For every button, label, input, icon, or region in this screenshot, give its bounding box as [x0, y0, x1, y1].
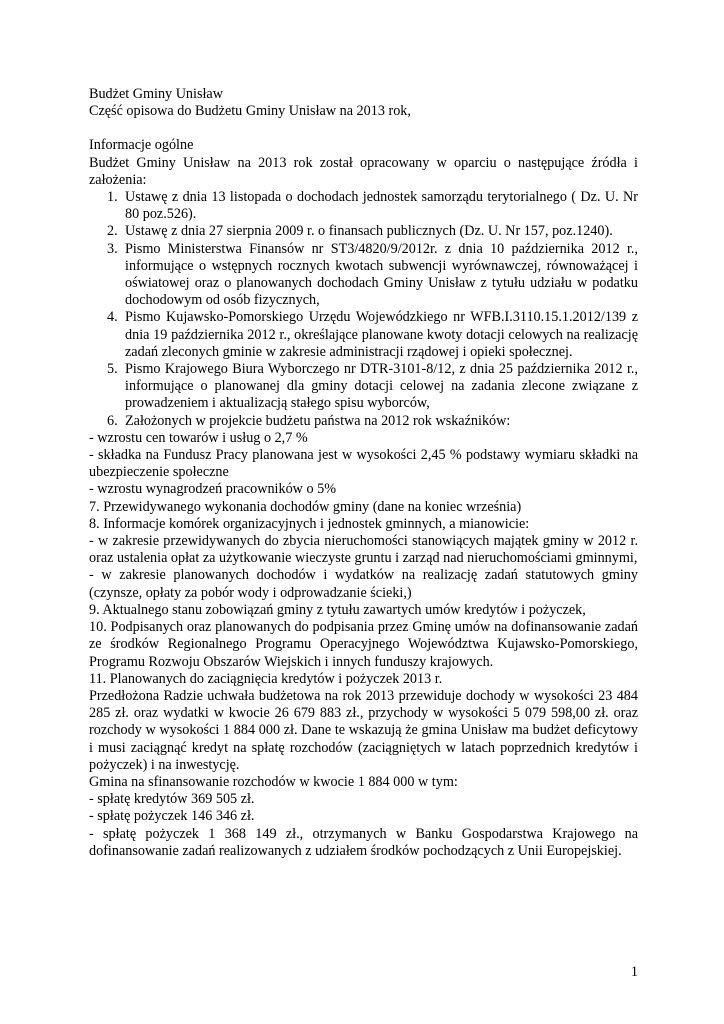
- body-line: 9. Aktualnego stanu zobowiązań gminy z tytułu zawartych umów kredytów i pożyczek,: [89, 601, 586, 618]
- body-line: - wzrostu wynagrodzeń pracowników o 5%: [89, 481, 337, 498]
- list-number: 5.: [107, 361, 118, 378]
- section-heading: Informacje ogólne: [89, 137, 194, 154]
- document-page: [89, 86, 638, 860]
- sources-list: [89, 189, 638, 430]
- list-number: 6.: [107, 412, 118, 429]
- body-line: 11. Planowanych do zaciągnięcia kredytów i pożyczek 2013 r.: [89, 670, 443, 687]
- list-number: 2.: [107, 223, 118, 240]
- body-line: - składka na Fundusz Pracy planowana jest w wysokości 2,45 % podstawy wymiaru składki na ubezpieczenie społeczne: [89, 447, 638, 481]
- spacer: [89, 120, 638, 137]
- body-line: 7. Przewidywanego wykonania dochodów gminy (dane na koniec września): [89, 498, 522, 515]
- list-item: [89, 309, 638, 361]
- body-line: Przedłożona Radzie uchwała budżetowa na rok 2013 przewiduje dochody w wysokości 23 484 285 zł. oraz wydatki w kwocie 26 679 883 zł., przychody w wysokości 5 079 598,00 zł. oraz rozchody w wysokości 1 884 000 zł. Dane te wskazują że gmina Unisław ma budżet deficytowy i musi zaciągnąć kredyt na spłatę rozchodów (zaciągniętych w latach poprzednich kredytów i pożyczek) i na inwestycję.: [89, 687, 638, 773]
- list-text: Założonych w projekcie budżetu państwa na 2012 rok wskaźników:: [125, 412, 511, 429]
- body-line: Gmina na sfinansowanie rozchodów w kwocie 1 884 000 w tym:: [89, 773, 458, 790]
- intro-paragraph: Budżet Gminy Unisław na 2013 rok został opracowany w oparciu o następujące źródła i założenia:: [89, 154, 638, 188]
- list-item: [89, 413, 638, 430]
- list-text: Ustawę z dnia 13 listopada o dochodach jednostek samorządu terytorialnego ( Dz. U. Nr 80 poz.526).: [125, 189, 638, 223]
- body-line: - spłatę kredytów 369 505 zł.: [89, 791, 255, 808]
- page-number: 1: [630, 964, 638, 980]
- list-item: [89, 241, 638, 310]
- body-line: - wzrostu cen towarów i usług o 2,7 %: [89, 429, 308, 446]
- list-item: [89, 189, 638, 223]
- body-line: - w zakresie planowanych dochodów i wydatków na realizację zadań statutowych gminy (czynsze, opłaty za pobór wody i odprowadzanie ścieki,): [89, 567, 638, 601]
- list-item: [89, 361, 638, 413]
- document-title: Budżet Gminy Unisław: [89, 86, 223, 102]
- body-line: - spłatę pożyczek 146 346 zł.: [89, 808, 255, 825]
- list-text: Pismo Kujawsko-Pomorskiego Urzędu Wojewódzkiego nr WFB.I.3110.15.1.2012/139 z dnia 19 października 2012 r., określające planowane kwoty dotacji celowych na realizację zadań zleconych gminie w zakresie administracji rządowej i opieki społecznej.: [125, 309, 638, 360]
- list-number: 1.: [107, 189, 118, 206]
- body-line: 8. Informacje komórek organizacyjnych i jednostek gminnych, a mianowicie:: [89, 515, 530, 532]
- body-line: 10. Podpisanych oraz planowanych do podpisania przez Gminę umów na dofinansowanie zadań ze środków Regionalnego Programu Operacyjnego Województwa Kujawsko-Pomorskiego, Programu Rozwoju Obszarów Wiejskich i innych funduszy krajowych.: [89, 619, 638, 670]
- body-line: - spłatę pożyczek 1 368 149 zł., otrzymanych w Banku Gospodarstwa Krajowego na dofinansowanie zadań realizowanych z udziałem środków pochodzących z Unii Europejskiej.: [89, 825, 638, 859]
- list-text: Ustawę z dnia 27 sierpnia 2009 r. o finansach publicznych (Dz. U. Nr 157, poz.1240).: [125, 223, 613, 240]
- list-number: 3.: [107, 240, 118, 257]
- list-number: 4.: [107, 309, 118, 326]
- list-text: Pismo Ministerstwa Finansów nr ST3/4820/9/2012r. z dnia 10 października 2012 r., informujące o wstępnych rocznych kwotach subwencji wyrównawczej, równoważącej i oświatowej oraz o planowanych dochodach Gminy Unisław z tytułu udziału w podatku dochodowym od osób fizycznych,: [125, 240, 638, 309]
- body-line: - w zakresie przewidywanych do zbycia nieruchomości stanowiących majątek gminy w 2012 r. oraz ustalenia opłat za użytkowanie wieczyste gruntu i zarząd nad nieruchomościami gminnymi,: [89, 533, 638, 567]
- list-text: Pismo Krajowego Biura Wyborczego nr DTR-3101-8/12, z dnia 25 października 2012 r., informujące o planowanej dla gminy dotacji celowej na zadania zlecone związane z prowadzeniem i aktualizacją stałego spisu wyborców,: [125, 361, 638, 412]
- list-item: [89, 223, 638, 240]
- document-subtitle: Część opisowa do Budżetu Gminy Unisław na 2013 rok,: [89, 103, 411, 120]
